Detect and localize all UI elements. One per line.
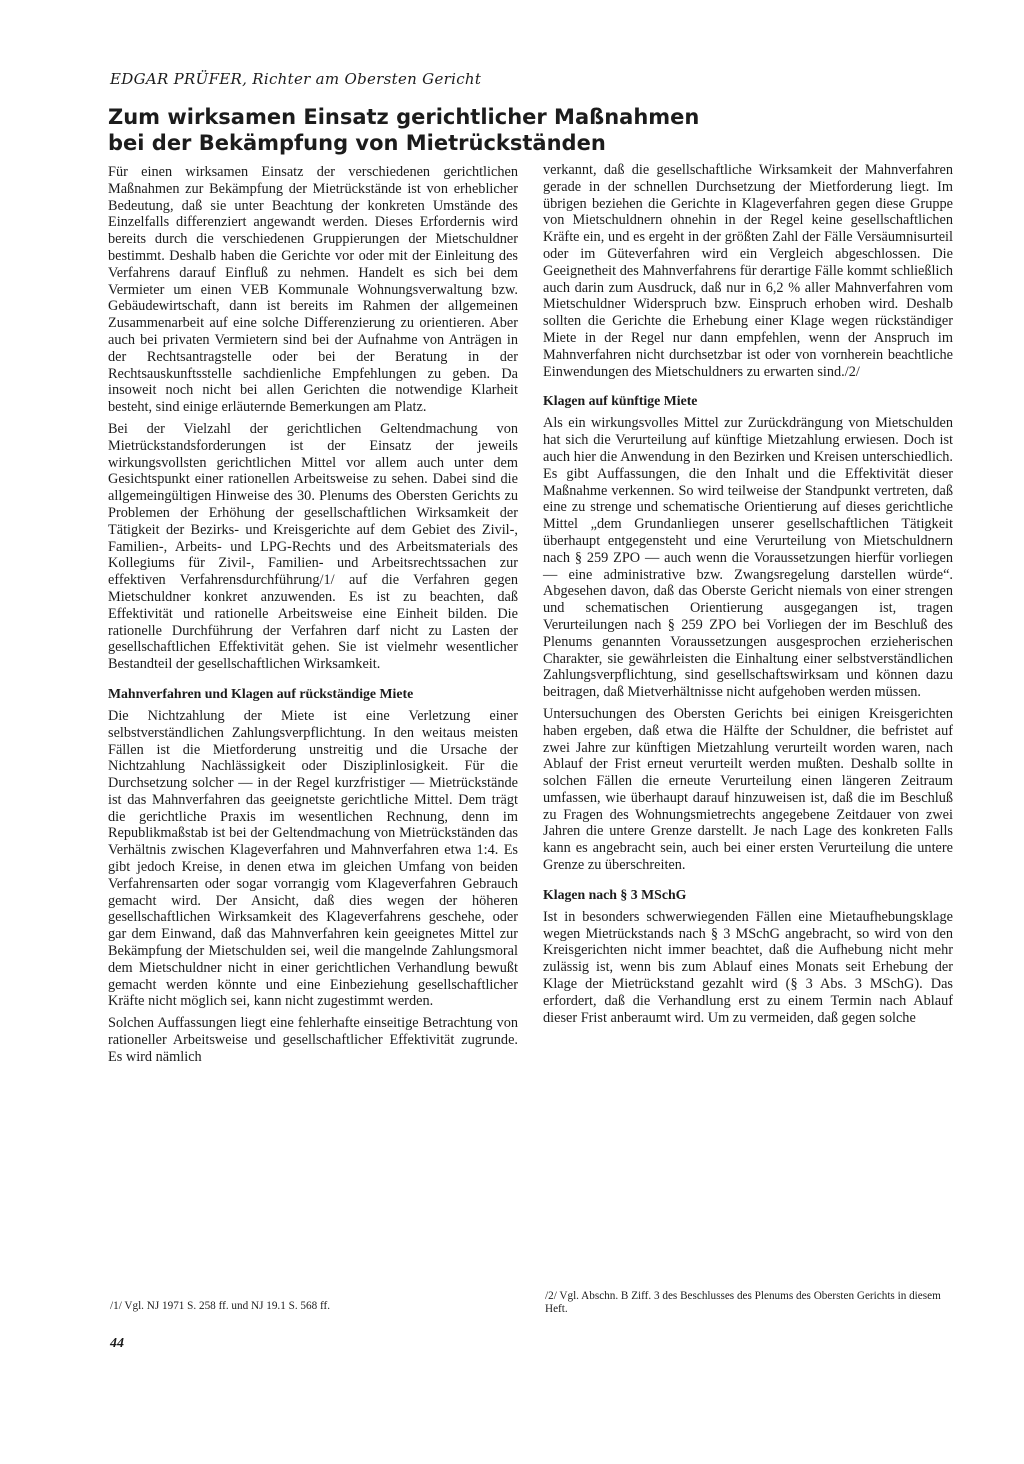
- left-column: [108, 164, 518, 1071]
- footnote-2: /2/ Vgl. Abschn. B Ziff. 3 des Beschlusses des Plenums des Obersten Gerichts in diesem Heft.: [545, 1290, 941, 1315]
- paragraph: Ist in besonders schwerwiegenden Fällen eine Mietaufhebungsklage wegen Mietrückstands nach § 3 MSchG angebracht, so wird von den Kreisgerichten nicht immer beachtet, daß die Aufhebung nicht mehr zulässig ist, wenn bis zum Ablauf eines Monats seit Erhebung der Klage der Mietrückstand gezahlt wird (§ 3 Abs. 3 MSchG). Das erfordert, daß die Verhandlung erst zu einem Termin nach Ablauf dieser Frist anberaumt wird. Um zu vermeiden, daß gegen solche: [543, 908, 953, 1026]
- paragraph: verkannt, daß die gesellschaftliche Wirksamkeit der Mahnverfahren gerade in der schnellen Durchsetzung der Mietforderung liegt. Im übrigen beziehen die Gerichte in Klageverfahren gegen diese Gruppe von Mietschuldnern ohnehin in der Regel keine gesellschaftlichen Kräfte ein, und es ergeht in der größten Zahl der Fälle Versäumnisurteil oder im Güteverfahren wird ein Vergleich abgeschlossen. Die Geeignetheit des Mahnverfahrens für derartige Fälle kommt schließlich auch darin zum Ausdruck, daß nur in 6,2 % aller Mahnverfahren vom Mietschuldner Widerspruch bzw. Einspruch erhoben wird. Deshalb sollten die Gerichte die Erhebung einer Klage wegen rückständiger Miete in der Regel nur dann empfehlen, wenn der Anspruch im Mahnverfahren nicht durchsetzbar ist oder von vornherein beachtliche Einwendungen des Mietschuldners zu erwarten sind./2/: [543, 162, 953, 380]
- author-line: EDGAR PRÜFER, Richter am Obersten Gericht: [110, 70, 482, 88]
- article-title: Zum wirksamen Einsatz gerichtlicher Maßnahmen bei der Bekämpfung von Mietrückständen: [108, 105, 700, 155]
- paragraph: Als ein wirkungsvolles Mittel zur Zurückdrängung von Mietschulden hat sich die Verurteilung auf künftige Mietzahlung erwiesen. Doch ist auch hier die Anwendung in den Bezirken und Kreisen unterschiedlich. Es gibt Auffassungen, die den Inhalt und die Effektivität dieser Maßnahme verkennen. So wird teilweise der Standpunkt vertreten, daß eine zu strenge und schematische Orientierung auf dieses gerichtliche Mittel „dem Grundanliegen unserer gesellschaftlichen Tätigkeit überhaupt entgegensteht und eine Verurteilung von Mietschuldnern nach § 259 ZPO — auch wenn die Voraussetzungen hierfür vorliegen — eine administrative bzw. Zwangsregelung darstellen würde“. Abgesehen davon, daß das Oberste Gericht niemals von einer strengen und schematischen Orientierung ausgegangen ist, tragen Verurteilungen nach § 259 ZPO bei Vorliegen der im Beschluß des Plenums genannten Voraussetzungen ausgesprochen erzieherischen Charakter, sie gewährleisten die Einhaltung einer selbstverständlichen Zahlungsverpflichtung, sind gesellschaftswirksam und können dazu beitragen, daß Mietverhältnisse nicht aufgehoben werden müssen.: [543, 415, 953, 701]
- right-column: [543, 162, 953, 1031]
- section-heading: Klagen auf künftige Miete: [543, 393, 698, 409]
- section-heading: Mahnverfahren und Klagen auf rückständige Miete: [108, 685, 414, 701]
- paragraph: Bei der Vielzahl der gerichtlichen Geltendmachung von Mietrückstandsforderungen ist der Einsatz der jeweils wirkungsvollsten gerichtlichen Mittel vor allem auch unter dem Gesichtspunkt einer rationellen Arbeitsweise zu sehen. Dabei sind die allgemeingültigen Hinweise des 30. Plenums des Obersten Gerichts zu Problemen der Erhöhung der gesellschaftlichen Wirksamkeit der Tätigkeit der Bezirks- und Kreisgerichte auf dem Gebiet des Zivil-, Familien-, Arbeits- und LPG-Rechts und des Arbeitsmaterials des Kollegiums für Zivil-, Familien- und Arbeitsrechtssachen zur effektiven Verfahrensdurchführung/1/ auf die Verfahren gegen Mietschuldner konkret anzuwenden. Es ist zu beachten, daß Effektivität und rationelle Arbeitsweise eine Einheit bilden. Die rationelle Durchführung der Verfahren darf nicht zu Lasten der gesellschaftlichen Effektivität gehen. Sie ist vielmehr wesentlicher Bestandteil der gesellschaftlichen Wirksamkeit.: [108, 420, 518, 673]
- page-number: 44: [110, 1336, 124, 1351]
- footnote-1: /1/ Vgl. NJ 1971 S. 258 ff. und NJ 19.1 S. 568 ff.: [110, 1300, 331, 1312]
- section-heading: Klagen nach § 3 MSchG: [543, 886, 687, 902]
- paragraph: Die Nichtzahlung der Miete ist eine Verletzung einer selbstverständlichen Zahlungsverpflichtung. In den weitaus meisten Fällen ist die Mietforderung unstreitig und die Ursache der Nichtzahlung Nachlässigkeit oder Disziplinlosigkeit. Für die Durchsetzung solcher — in der Regel kurzfristiger — Mietrückstände ist das Mahnverfahren das geeignetste gerichtliche Mittel. Dem trägt die gerichtliche Praxis im wesentlichen Rechnung, denn im Republikmaßstab ist bei der Geltendmachung von Mietrückständen das Verhältnis zwischen Klageverfahren und Mahnverfahren etwa 1:4. Es gibt jedoch Kreise, in denen etwa im gleichen Umfang von beiden Verfahrensarten oder sogar vorrangig vom Klageverfahren Gebrauch gemacht wird. Der Ansicht, daß dies wegen der höheren gesellschaftlichen Wirksamkeit des Klageverfahrens geschehe, oder gar dem Einwand, daß das Mahnverfahren kein geeignetes Mittel zur Bekämpfung der Mietschulden sei, weil die mangelnde Zahlungsmoral dem Mietschuldner nicht in einer gerichtlichen Verhandlung bewußt gemacht werden könnte und eine Einbeziehung gesellschaftlicher Kräfte nicht möglich sei, kann nicht zugestimmt werden.: [108, 707, 518, 1010]
- paragraph: Untersuchungen des Obersten Gerichts bei einigen Kreisgerichten haben ergeben, daß etwa die Hälfte der Schuldner, die befristet auf zwei Jahre zur künftigen Mietzahlung verurteilt worden waren, nach Ablauf der Frist erneut verurteilt werden mußten. Deshalb sollte in solchen Fällen die erneute Verurteilung einen längeren Zeitraum umfassen, wie überhaupt darauf hinzuweisen ist, daß die im Beschluß zu Fragen des Wohnungsmietrechts angegebene Zeitdauer von zwei Jahren die untere Grenze darstellt. Je nach Lage des konkreten Falls kann es angebracht sein, auch bei einer ersten Verurteilung die untere Grenze zu überschreiten.: [543, 705, 953, 874]
- paragraph: Solchen Auffassungen liegt eine fehlerhafte einseitige Betrachtung von rationeller Arbeitsweise und gesellschaftlicher Effektivität zugrunde. Es wird nämlich: [108, 1015, 518, 1065]
- paragraph: Für einen wirksamen Einsatz der verschiedenen gerichtlichen Maßnahmen zur Bekämpfung der Mietrückstände ist von erheblicher Bedeutung, daß sie unter Beachtung der konkreten Umstände des Einzelfalls differenziert angewandt werden. Dieses Erfordernis wird bereits durch die verschiedenen Gruppierungen der Mietschuldner bestimmt. Deshalb haben die Gerichte vor oder mit der Einleitung des Verfahrens darauf Einfluß zu nehmen. Handelt es sich bei dem Vermieter um einen VEB Kommunale Wohnungsverwaltung bzw. Gebäudewirtschaft, dann ist bereits im Rahmen der allgemeinen Zusammenarbeit auf eine solche Differenzierung zu orientieren. Aber auch bei privaten Vermietern sind bei der Aufnahme von Anträgen in der Rechtsantragstelle oder bei der Beratung in der Rechtsauskunftsstelle sachdienliche Empfehlungen zu geben. Da insoweit noch nicht bei allen Gerichten die notwendige Klarheit besteht, sind einige erläuternde Bemerkungen am Platz.: [108, 164, 518, 416]
